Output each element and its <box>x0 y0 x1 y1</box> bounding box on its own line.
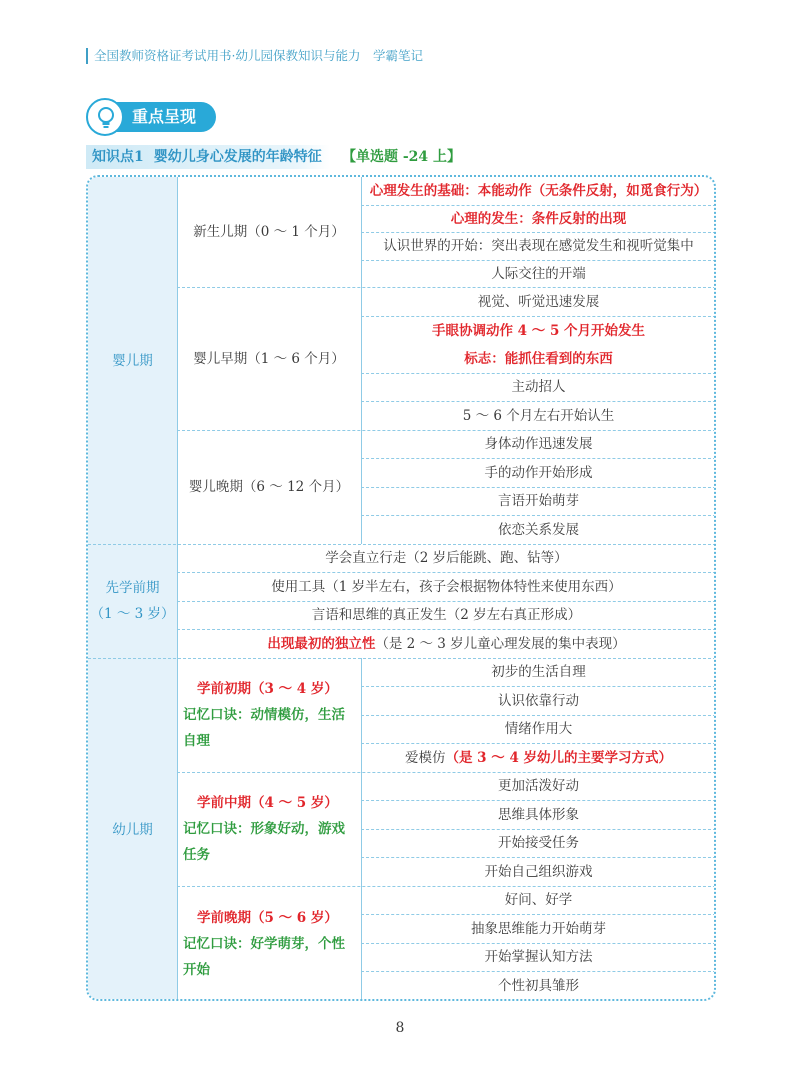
period-toddler <box>88 544 177 658</box>
row-divider <box>361 857 716 858</box>
column-divider <box>361 177 362 544</box>
toddler-item: 言语和思维的真正发生（2 岁左右真正形成） <box>311 607 582 623</box>
row-divider <box>361 829 716 830</box>
stage-divider <box>177 886 716 887</box>
section-badge <box>86 98 218 136</box>
stage-preschool-late-mnemonic: 记忆口诀：好学萌芽，个性开始 <box>183 935 345 978</box>
stage-preschool-early-title: 学前初期（3 ～ 4 岁） <box>197 681 338 697</box>
stage-preschool-late <box>177 886 361 1001</box>
knowledge-point-title: 婴幼儿身心发展的年龄特征 <box>153 149 322 165</box>
row-divider <box>361 971 716 972</box>
preschool-middle-item: 开始自己组织游戏 <box>484 863 593 880</box>
period-divider <box>88 544 716 545</box>
toddler-item: 学会直立行走（2 岁后能跳、跑、钻等） <box>325 550 568 566</box>
toddler-item-independence <box>177 629 716 658</box>
stage-divider <box>177 287 716 288</box>
preschool-late-item: 开始掌握认知方法 <box>484 949 593 965</box>
row-divider <box>361 205 716 206</box>
period-infancy: 婴儿期 <box>112 352 153 369</box>
row-divider <box>361 458 716 459</box>
stage-infant-early: 婴儿早期（1 ～ 6 个月） <box>193 350 345 367</box>
stage-newborn: 新生儿期（0 ～ 1 个月） <box>193 224 345 240</box>
row-divider <box>361 316 716 317</box>
preschool-early-item-imitation <box>361 743 716 772</box>
running-header: 全国教师资格证考试用书·幼儿园保教知识与能力 学霸笔记 <box>86 48 423 64</box>
period-divider <box>88 658 716 659</box>
stage-divider <box>177 430 716 431</box>
row-divider <box>361 260 716 261</box>
infant-early-item: 5 ～ 6 个月左右开始认生 <box>462 407 615 424</box>
newborn-item: 人际交往的开端 <box>491 265 586 282</box>
row-divider <box>361 487 716 488</box>
infant-late-item: 言语开始萌芽 <box>498 493 579 509</box>
preschool-late-item: 个性初具雏形 <box>498 978 579 994</box>
stage-infant-late: 婴儿晚期（6 ～ 12 个月） <box>188 479 350 495</box>
row-divider <box>177 601 716 602</box>
stage-preschool-middle-mnemonic: 记忆口诀：形象好动，游戏任务 <box>183 821 345 863</box>
period-early-childhood: 幼儿期 <box>112 821 153 838</box>
toddler-independence-note: （是 2 ～ 3 岁儿童心理发展的集中表现） <box>375 635 626 652</box>
preschool-early-item: 情绪作用大 <box>504 721 573 737</box>
row-divider <box>177 629 716 630</box>
newborn-item: 认识世界的开始：突出表现在感觉发生和视听觉集中 <box>383 238 694 254</box>
toddler-independence-highlight: 出现最初的独立性 <box>267 635 376 652</box>
infant-early-item: 视觉、听觉迅速发展 <box>477 293 600 310</box>
preschool-late-item: 抽象思维能力开始萌芽 <box>471 920 606 937</box>
infant-late-item: 身体动作迅速发展 <box>484 436 593 452</box>
stage-preschool-late-title: 学前晚期（5 ～ 6 岁） <box>197 909 338 926</box>
row-divider <box>361 401 716 402</box>
preschool-middle-item: 开始接受任务 <box>498 835 579 851</box>
knowledge-point-number: 知识点1 <box>92 149 144 165</box>
preschool-late-item: 好问、好学 <box>504 892 573 908</box>
row-divider <box>361 943 716 944</box>
table-body <box>88 177 716 1001</box>
stage-preschool-middle <box>177 772 361 886</box>
imitation-highlight: （是 3 ～ 4 岁幼儿的主要学习方式） <box>445 749 673 766</box>
knowledge-point-heading <box>86 145 330 169</box>
stage-preschool-early <box>177 658 361 772</box>
infant-late-item: 依恋关系发展 <box>498 521 579 538</box>
newborn-item: 心理的发生：条件反射的出现 <box>450 210 627 227</box>
toddler-item: 使用工具（1 岁半左右，孩子会根据物体特性来使用东西） <box>271 578 622 595</box>
period-toddler-age: （1 ～ 3 岁） <box>90 606 175 622</box>
row-divider <box>361 914 716 915</box>
row-divider <box>361 686 716 687</box>
row-divider <box>361 743 716 744</box>
period-toddler-label: 先学前期 <box>105 580 160 596</box>
stage-preschool-middle-title: 学前中期（4 ～ 5 岁） <box>197 795 338 811</box>
stage-preschool-early-mnemonic: 记忆口诀：动情模仿，生活自理 <box>183 707 345 749</box>
preschool-early-item: 初步的生活自理 <box>491 664 586 680</box>
imitation-label: 爱模仿 <box>404 749 446 766</box>
row-divider <box>361 800 716 801</box>
row-divider <box>361 232 716 233</box>
question-type-tag: 【单选题 -24 上】 <box>342 149 462 165</box>
stage-divider <box>177 772 716 773</box>
infant-early-item-highlight <box>361 316 716 373</box>
row-divider <box>361 373 716 374</box>
section-badge-label: 重点呈现 <box>98 102 216 132</box>
age-characteristics-table <box>86 175 716 1001</box>
newborn-item: 心理发生的基础：本能动作（无条件反射，如觅食行为） <box>369 183 708 199</box>
row-divider <box>177 572 716 573</box>
preschool-middle-item: 更加活泼好动 <box>498 778 579 794</box>
column-divider <box>361 658 362 1001</box>
row-divider <box>361 515 716 516</box>
preschool-middle-item: 思维具体形象 <box>498 806 579 823</box>
lightbulb-icon <box>86 98 124 136</box>
page-number: 8 <box>395 1020 405 1036</box>
infant-early-item: 标志：能抓住看到的东西 <box>464 350 613 367</box>
row-divider <box>361 715 716 716</box>
infant-late-item: 手的动作开始形成 <box>484 464 593 481</box>
preschool-early-item: 认识依靠行动 <box>498 692 579 709</box>
column-divider <box>177 177 178 1001</box>
infant-early-item: 手眼协调动作 4 ～ 5 个月开始发生 <box>431 322 646 339</box>
infant-early-item: 主动招人 <box>511 379 566 395</box>
